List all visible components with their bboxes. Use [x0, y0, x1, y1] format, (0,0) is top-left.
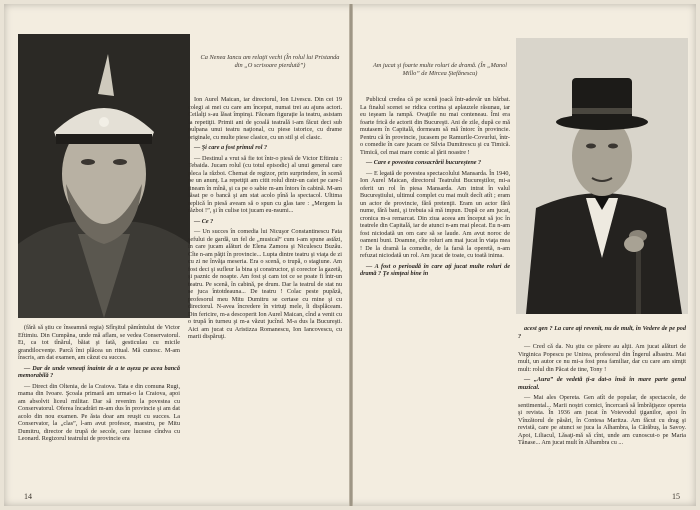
portrait-image	[18, 34, 190, 318]
paragraph: — E legată de povestea spectacolului Mansarda. În 1940, Ion Aurel Maican, directorul Teatrului Bucureştilor, mi-a oferit un rol în piesa Mansarda. Am intrat în valul Bucureştiului, ultimul complet cu mai mult decît atît ; eram un actor de provincie, fără pretenţii. Eram un actor fără nume, fără bani, şi trebuia să mă impun. După ce am jucat, cronica m-a remarcat. Din ziua aceea am început să joc în teatrele din Capitală, iar de atunci n-am mai plecat. Eu n-am fost niciodată un om care să se laude. Am avut noroc de oameni buni. Doamne, cîte roluri am mai jucat în viaţa mea ! De la dramă la comedie, de la farsă la operetă, n-am refuzat niciodată un rol. Am jucat de toate, cu toată inima.	[360, 169, 510, 259]
interview-question: — Care e povestea consacrării bucureştene ?	[366, 159, 482, 166]
interview-question: — Dar de unde veneaţi înainte de a te aşeza pe acea bancă memorabilă ?	[18, 364, 180, 379]
paragraph: — Mai ales Opereta. Gen atît de popular, de spectacole, de sentimental... Marii noştri comici, încercară să îmbrăţişeze opereta şi revista. În 1936 am jucat în Voievodul ţiganilor, apoi în Vînzătorul de păsări, în Contesa Maritza. Am făcut cu drag şi revistă, care pe atunci se juca la Alhambra, la Cărăbuş, la Savoy. Apoi, Liliacul, Lăsaţi-mă să cînt, unde am cunoscut-o pe Maria Tănase... Am jucat mult în Alhambra cu ...	[518, 394, 686, 446]
paragraph: — Direct din Oltenia, de la Craiova. Tata e din comuna Rugi, mama din Ivoare. Şcoala primară am urmat-o la Craiova, apoi am absolvit liceul militar. Dar să revenim la povestea cu Conservatorul. Oferea încadrări m-am dus în provincie şi am dat acolo din nou examen. Pe ăsta doar am reuşit cu succes. La Conservator, la „clas”, l-am avut profesor, maestru, pe Mitu Dumitru, director de trupă de secole, care lucrase cîndva cu Leonard. Regizorul teatrului de provincie era	[18, 382, 180, 442]
magazine-spread	[4, 4, 696, 506]
text-column-left-2	[188, 96, 342, 496]
interview-question: acest gen ? La care aţi revenit, nu de mult, în Vedere de pe pod ?	[518, 325, 686, 340]
photo-caption-left: Ca Nenea Iancu am relaţii vechi (În rolul lui Pristanda din „O scrisoare pierdută”)	[200, 54, 340, 69]
photo-caption-right: Am jucat şi foarte multe roluri de dramă. (În „Manol Millo” de Mircea Ştefănescu)	[372, 62, 508, 77]
paragraph: — Cred că da. Nu ştiu ce părere au alţii. Am jucat alături de Virginica Popescu pe Unirea, profesorul din Îngerul albastru. Mai mult, un autor ce nu mi-a fost prea familiar, dar cu care am simţit mult: rolul din Păcat de tine, Tony !	[518, 343, 686, 373]
paragraph: — Un succes în comedia lui Nicuşor Constantinescu Fata şefului de gardă, un fel de „musical” cum i-am spune astăzi, în care jucam alături de Elena Zamora şi Niculescu Buzău. Cîte n-am păţit în provincie... Lupta dintre teatru şi viaţa de zi cu zi ne învăţa meseria. Era o scenă, o trupă, o stagiune. Am fost deci şi sufleur la bina şi constructor, şi corector la gazetă, şi paznic de noapte. Am fost şi cam tot ce se poate fi într-un teatru. Pe scenă, în cabină, pe drum. Dar la teatrul de stat nu se juca întotdeauna... De teatru ! Colac peste pupăză, profesorul meu Mitu Dumitru se certase cu mine şi cu directorul. N-avea încredere în virtuţi mele, îi displăceam. Din fericire, m-a descoperit Ion Aurel Maican, cînd a venit cu o trupă în turneu şi m-a văzut jucînd. M-a dus la Bucureşti. Aici am jucat cu Aristizza Romanescu, Ion Iancovescu, cu marii dispăruţi.	[188, 228, 342, 340]
text-column-right-2	[518, 322, 686, 490]
paragraph: (fără să ştiu ce înseamnă regia) Sfîrşitul pămîntului de Victor Eftimiu. Din Cumpăna, unde mă aflam, se vedea Conservatorul. Ei, ca tot tînărul, băiat şi fată, gesticulau cu micile grandilocvenţe. Parcă îmi plăcea un ritual. Mă cunosc. M-am înscris, am dat examen, am căzut cu succes.	[18, 324, 180, 361]
page-number-left: 14	[24, 492, 32, 501]
text-column-left-1	[18, 324, 180, 490]
text-column-right-1	[360, 96, 510, 496]
portrait-image	[516, 38, 688, 314]
spine-gutter	[349, 4, 353, 506]
interview-question: — Ce ?	[194, 217, 214, 225]
portrait-photo-pristanda	[18, 34, 190, 318]
interview-question: — A fost o perioadă în care aţi jucat multe roluri de dramă ? Ţe simţeai bine în	[360, 262, 510, 277]
interview-question: — „Aura” de vedetă ţi-a dat-o însă în mare parte genul muzical.	[518, 376, 686, 391]
portrait-photo-manol-millo	[516, 38, 688, 314]
paragraph: Publicul credea că pe scenă joacă într-adevăr un bărbat. La finalul scenei se ridica cortina şi aplauzele răsunau, iar eu ieşeam la rampă. Ovaţiile nu mai conteneau. Îmi era foarte frică de actorii din Bucureşti. Ani de zile, după ce mă mutasem în Capitală, dormeam să mă întorc în provincie. Pentru că în provincie, jucasem pe Ramurile-Covurlui, într-o comedie în care jucam ce Silvia Dumitrescu şi cu Timică. Timică, cel mai mare comic al ţării noastre !	[360, 96, 510, 156]
paragraph: Ion Aurel Maican, iar directorul, Ion Livescu. Din cei 19 colegi ai mei cu care am început, numai trei au ajuns actori. Ceilalţi s-au lăsat împinşi. Făceam figuraţie la teatru, asistam la repetiţii. Primii ani de şcoală teatrală i-am făcut deci sub pulpana unui teatru naţional, cu piese istorice, cu drame originale, cu multe piese clasice, cu un stil şi el clasic.	[188, 96, 342, 141]
interview-question: — Şi care a fost primul rol ?	[194, 144, 268, 151]
page-number-right: 15	[672, 492, 680, 501]
paragraph: — Destinul a vrut să fie tot într-o piesă de Victor Eftimiu : Tebaida. Jucam rolul (cu totul episodic) al unui general care pleca la război. Chemat de regizor, prin surprindere, în scenă pe un anunţ. La repetiţii am citit rolul dintr-un caiet pe care-l ţineam în mînă, şi ca pe o sabie m-am întors în cabină. M-am lăsat pe o bancă şi am stat acolo pînă la spectacol. Ultima replică în piesă aveam să o spun cu glas tare : „Mergem la război !”, şi în culise tot jucam eu-nsumi...	[188, 154, 342, 214]
